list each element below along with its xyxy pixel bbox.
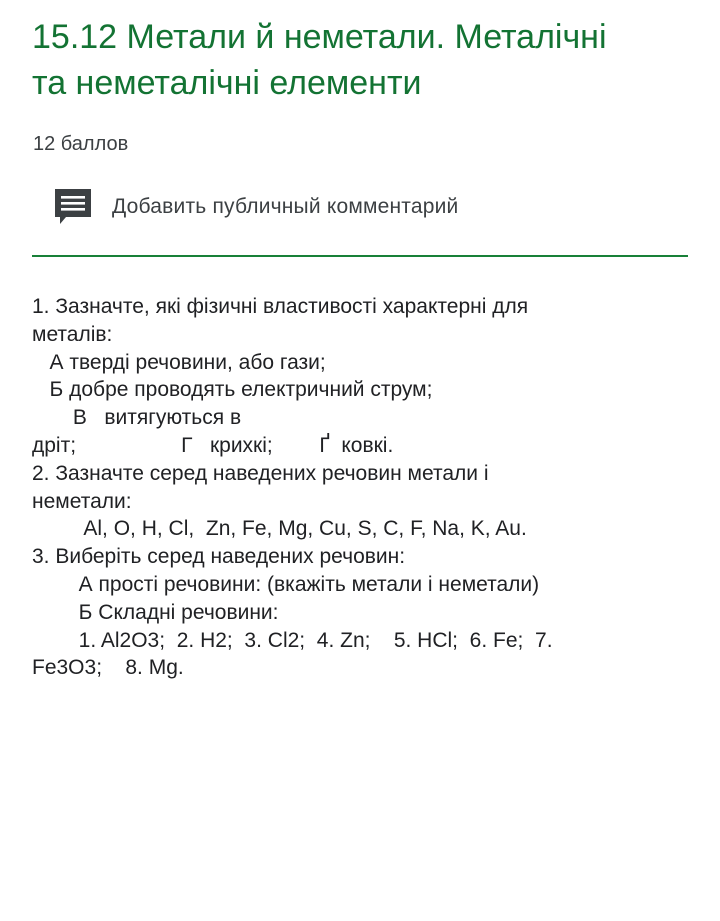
description-line: 1. Al2O3; 2. H2; 3. Cl2; 4. Zn; 5. HCl; 6. Fe; 7.	[32, 628, 553, 652]
description-line: А тверді речовини, або гази;	[32, 350, 326, 374]
assignment-description	[32, 293, 692, 682]
description-line: 2. Зазначте серед наведених речовин метали і	[32, 461, 489, 485]
points-label: 12 баллов	[33, 133, 129, 155]
assignment-title	[32, 14, 702, 106]
add-public-comment-label: Добавить публичный комментарий	[112, 195, 459, 218]
description-line: неметали:	[32, 489, 132, 513]
comment-icon	[52, 186, 94, 228]
add-public-comment-button[interactable]	[52, 186, 458, 228]
description-line: металів:	[32, 322, 113, 346]
description-line: Б Складні речовини:	[32, 600, 279, 624]
description-line: дріт; Г крихкі; Ґ ковкі.	[32, 433, 394, 457]
description-line: В витягуються в	[32, 406, 242, 430]
divider	[32, 255, 688, 257]
description-line: 3. Виберіть серед наведених речовин:	[32, 545, 406, 569]
description-line: Fe3O3; 8. Mg.	[32, 656, 184, 680]
description-line: А прості речовини: (вкажіть метали і неметали)	[32, 572, 540, 596]
description-line: 1. Зазначте, які фізичні властивості характерні для	[32, 295, 529, 318]
description-line: Al, O, H, Cl, Zn, Fe, Mg, Cu, S, C, F, Na, K, Au.	[32, 517, 527, 541]
title-line-1: 15.12 Метали й неметали. Металічні	[32, 18, 607, 56]
title-line-2: та неметалічні елементи	[32, 64, 422, 102]
description-line: Б добре проводять електричний струм;	[32, 378, 433, 402]
